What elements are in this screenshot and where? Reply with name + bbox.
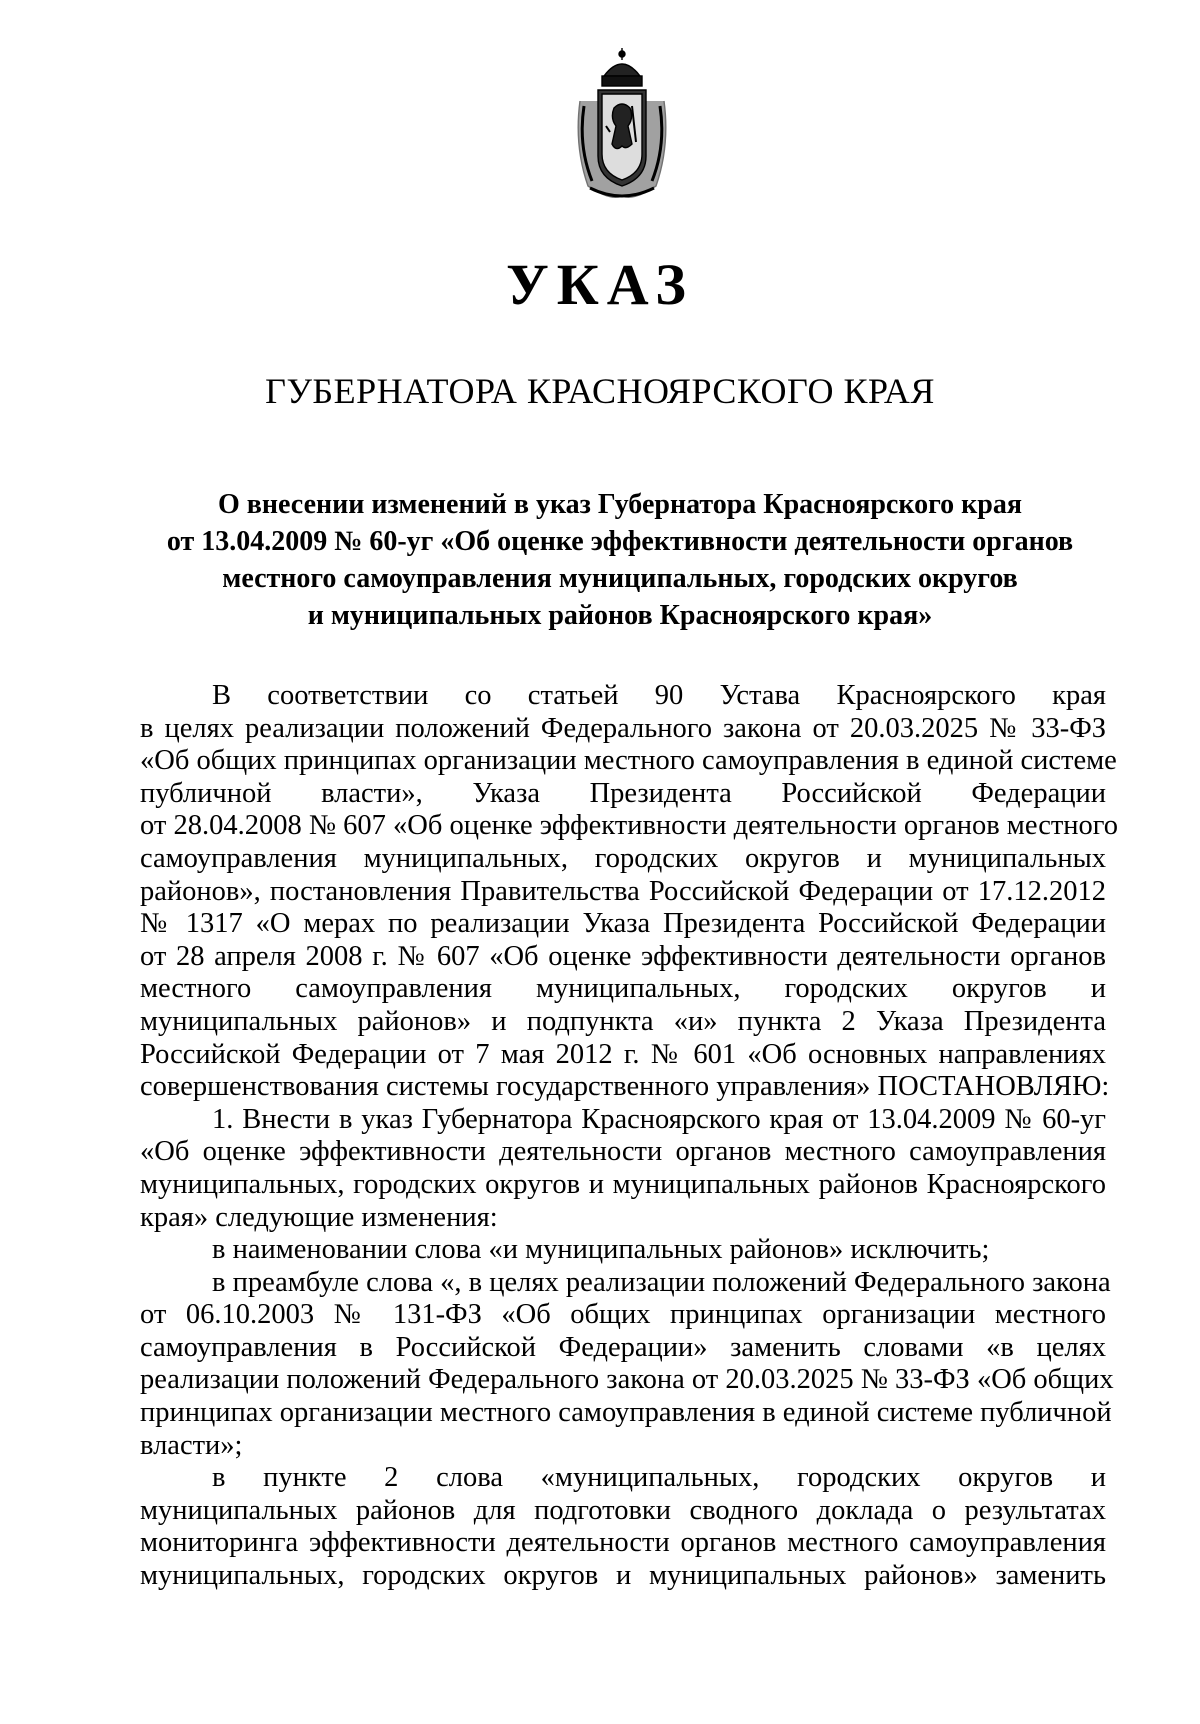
coat-of-arms-icon	[570, 46, 674, 204]
body-line: в целях реализации положений Федерального закона от 20.03.2025 № 33-ФЗ	[140, 712, 1106, 744]
decree-heading	[140, 486, 1100, 634]
body-line: муниципальных, городских округов и муниципальных районов» заменить	[140, 1560, 1106, 1592]
body-line: муниципальных районов для подготовки сводного доклада о результатах	[140, 1494, 1106, 1526]
body-line: принципах организации местного самоуправления в единой системе публичной	[140, 1397, 1112, 1429]
body-line: власти»;	[140, 1429, 243, 1461]
body-line: совершенствования системы государственного управления» ПОСТАНОВЛЯЮ:	[140, 1071, 1110, 1103]
body-line: № 1317 «О мерах по реализации Указа Президента Российской Федерации	[140, 908, 1106, 940]
body-line: муниципальных районов» и подпункта «и» пункта 2 Указа Президента	[140, 1005, 1106, 1037]
body-line: края» следующие изменения:	[140, 1201, 498, 1233]
heading-line: О внесении изменений в указ Губернатора Красноярского края	[218, 489, 1022, 520]
body-line: муниципальных, городских округов и муниципальных районов Красноярского	[140, 1168, 1106, 1200]
body-line: «Об общих принципах организации местного самоуправления в единой системе	[140, 745, 1117, 777]
body-line: от 28 апреля 2008 г. № 607 «Об оценке эффективности деятельности органов	[140, 940, 1106, 972]
body-line: районов», постановления Правительства Российской Федерации от 17.12.2012	[140, 875, 1106, 907]
body-line: местного самоуправления муниципальных, городских округов и	[140, 973, 1106, 1005]
body-line: 1. Внести в указ Губернатора Красноярского края от 13.04.2009 № 60-уг	[212, 1103, 1106, 1135]
body-line: в преамбуле слова «, в целях реализации положений Федерального закона	[212, 1266, 1111, 1298]
heading-line: местного самоуправления муниципальных, городских округов	[222, 563, 1018, 594]
body-line: «Об оценке эффективности деятельности органов местного самоуправления	[140, 1136, 1106, 1168]
preamble-paragraph	[140, 680, 1119, 1104]
document-title: УКАЗ	[506, 252, 694, 317]
body-line: публичной власти», Указа Президента Российской Федерации	[140, 777, 1106, 809]
body-line: в пункте 2 слова «муниципальных, городских округов и	[212, 1462, 1106, 1494]
body-line: мониторинга эффективности деятельности органов местного самоуправления	[140, 1527, 1106, 1559]
body-line: самоуправления муниципальных, городских округов и муниципальных	[140, 842, 1106, 874]
body-line: Российской Федерации от 7 мая 2012 г. № 601 «Об основных направлениях	[140, 1038, 1106, 1070]
decree-body	[140, 680, 1119, 1593]
issuing-authority: ГУБЕРНАТОРА КРАСНОЯРСКОГО КРАЯ	[265, 371, 935, 411]
body-line: в наименовании слова «и муниципальных районов» исключить;	[212, 1234, 990, 1266]
heading-line: и муниципальных районов Красноярского края»	[307, 600, 933, 631]
item-1-paragraph	[140, 1104, 1106, 1234]
body-line: от 06.10.2003 № 131-ФЗ «Об общих принципах организации местного	[140, 1299, 1106, 1331]
change-preamble-paragraph	[140, 1266, 1114, 1463]
body-line: самоуправления в Российской Федерации» заменить словами «в целях	[140, 1331, 1106, 1363]
heading-line: от 13.04.2009 № 60-уг «Об оценке эффективности деятельности органов	[166, 526, 1074, 557]
body-line: реализации положений Федерального закона от 20.03.2025 № 33-ФЗ «Об общих	[140, 1364, 1114, 1396]
change-point-2-paragraph	[140, 1462, 1106, 1592]
body-line: В соответствии со статьей 90 Устава Красноярского края	[212, 680, 1106, 711]
body-line: от 28.04.2008 № 607 «Об оценке эффективности деятельности органов местного	[140, 810, 1119, 842]
change-title-paragraph	[140, 1234, 1106, 1267]
